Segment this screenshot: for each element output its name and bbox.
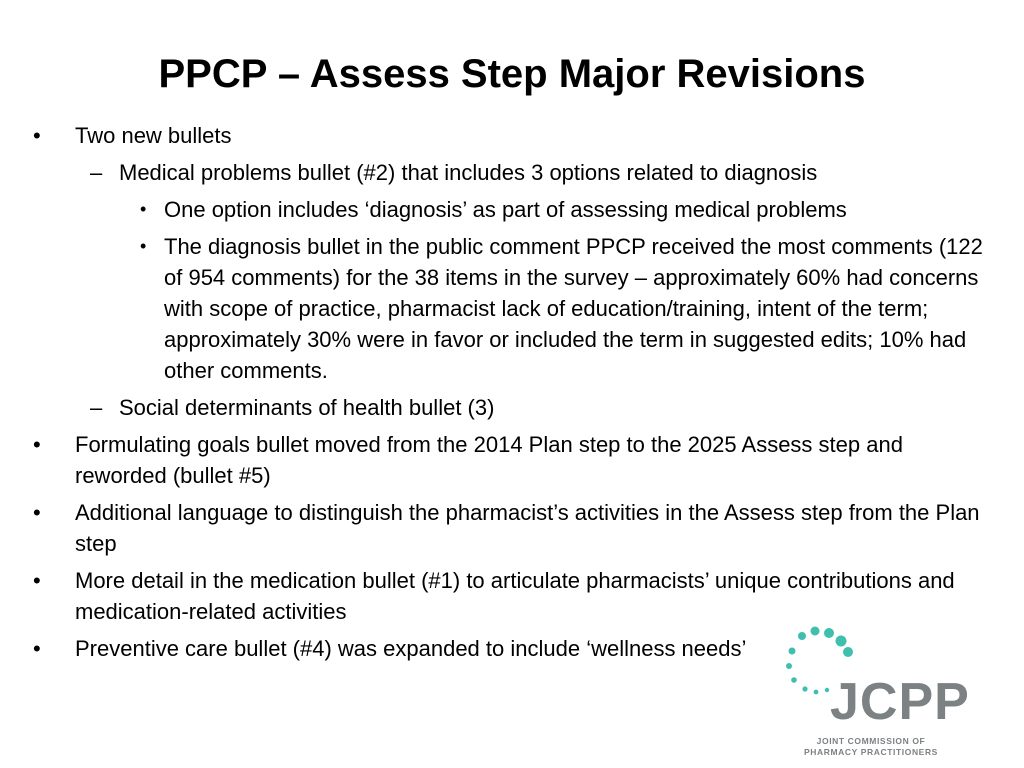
logo-subtitle-line1: JOINT COMMISSION OF [816,736,926,746]
dash-marker: – [90,160,103,185]
bullet-item [0,429,1000,491]
bullet-item [0,497,1000,559]
sub-bullet-text: Medical problems bullet (#2) that includes 3 options related to diagnosis [119,160,818,185]
jcpp-logo-wordmark: JCPP [830,673,970,731]
bullet-item [0,120,1000,151]
bullet-text: Two new bullets [75,123,232,148]
logo-subtitle-line2: PHARMACY PRACTITIONERS [804,747,938,757]
bullet-marker: • [33,432,41,457]
sub-sub-bullet-text: One option includes ‘diagnosis’ as part of assessing medical problems [164,197,847,222]
bullet-text: Formulating goals bullet moved from the 2014 Plan step to the 2025 Assess step and reworded (bullet #5) [75,432,903,488]
bullet-text: Preventive care bullet (#4) was expanded to include ‘wellness needs’ [75,636,747,661]
sub-bullet-item [0,392,1000,423]
bullet-marker: • [33,500,41,525]
slide-title: PPCP – Assess Step Major Revisions [158,52,866,96]
bullet-list [0,120,1000,670]
jcpp-logo-subtitle [796,736,946,758]
bullet-marker: • [33,636,41,661]
bullet-marker: • [140,199,147,219]
dash-marker: – [90,395,103,420]
bullet-marker: • [140,236,147,256]
bullet-text: Additional language to distinguish the pharmacist’s activities in the Assess step from the Plan step [75,500,980,556]
bullet-marker: • [33,123,41,148]
sub-sub-bullet-item [0,231,1000,386]
sub-bullet-item [0,157,1000,188]
bullet-item [0,565,1000,627]
bullet-text: More detail in the medication bullet (#1) to articulate pharmacists’ unique contributions and medication-related activities [75,568,955,624]
sub-bullet-text: Social determinants of health bullet (3) [119,395,495,420]
bullet-marker: • [33,568,41,593]
sub-sub-bullet-text: The diagnosis bullet in the public comment PPCP received the most comments (122 of 954 comments) for the 38 items in the survey – approximately 60% had concerns with scope of practice, pharmacist lack of education/training, intent of the term; approximately 30% were in favor or included the term in suggested edits; 10% had other comments. [164,234,983,383]
sub-sub-bullet-item [0,194,1000,225]
